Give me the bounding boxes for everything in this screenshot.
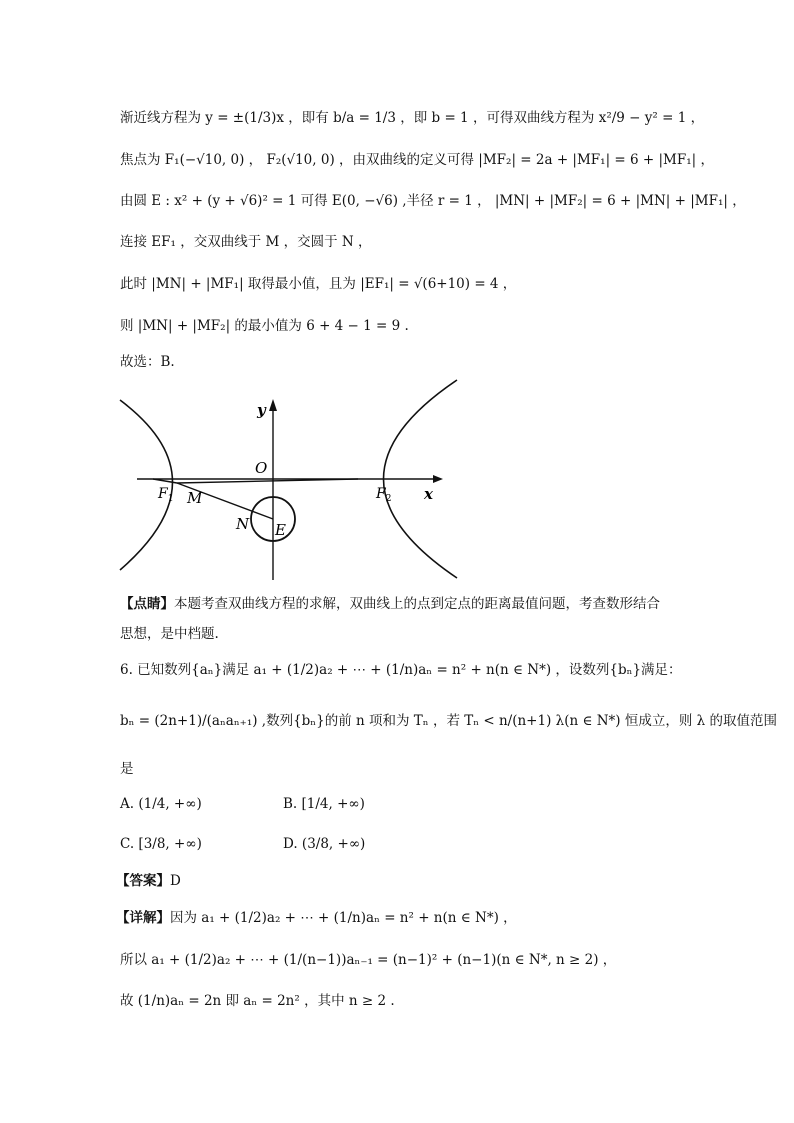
detail-line-3: 故 (1/n)aₙ = 2n 即 aₙ = 2n² ，其中 n ≥ 2 . <box>120 993 395 1009</box>
y-axis-label: y <box>257 401 266 419</box>
solution-line-5: 此时 |MN| + |MF₁| 取得最小值，且为 |EF₁| = √(6+10) = 4 ， <box>120 276 517 292</box>
focus1-subscript: 1 <box>167 494 174 504</box>
option-b: B. [1/4, +∞) <box>283 796 365 812</box>
detail-text-1: 因为 a₁ + (1/2)a₂ + ⋯ + (1/n)aₙ = n² + n(n ∈ N*) ， <box>170 910 517 926</box>
focus2-letter: F <box>376 486 386 502</box>
option-a: A. (1/4, +∞) <box>120 796 202 812</box>
focus1-label <box>157 486 173 504</box>
focus2-label <box>375 486 391 504</box>
comment-text-1: 本题考查双曲线方程的求解，双曲线上的点到定点的距离最值问题，考查数形结合 <box>174 596 660 612</box>
detail-line-2: 所以 a₁ + (1/2)a₂ + ⋯ + (1/(n−1))aₙ₋₁ = (n−1)² + (n−1)(n ∈ N*, n ≥ 2) ， <box>120 952 617 968</box>
option-c: C. [3/8, +∞) <box>120 836 202 852</box>
focus2-subscript: 2 <box>385 494 392 504</box>
comment-tag: 【点睛】 <box>120 596 174 612</box>
center-e-label: E <box>275 521 286 539</box>
solution-line-1: 渐近线方程为 y = ±(1/3)x ，即有 b/a = 1/3 ，即 b = 1 ，可得双曲线方程为 x²/9 − y² = 1 ， <box>120 110 705 126</box>
detail-tag: 【详解】 <box>116 910 170 926</box>
answer-value: D <box>170 873 181 889</box>
solution-line-4: 连接 EF₁ ，交双曲线于 M ，交圆于 N ， <box>120 234 372 250</box>
problem-line-2: bₙ = (2n+1)/(aₙaₙ₊₁) ,数列{bₙ}的前 n 项和为 Tₙ ，若 Tₙ < n/(n+1) λ(n ∈ N*) 恒成立，则 λ 的取值范围 <box>120 713 777 729</box>
hyperbola-figure <box>115 375 465 585</box>
comment-line-2: 思想，是中档题. <box>120 626 219 642</box>
point-m-label: M <box>187 489 203 507</box>
solution-line-7: 故选：B. <box>120 354 175 370</box>
origin-label: O <box>255 459 268 477</box>
solution-line-2: 焦点为 F₁(−√10, 0) ， F₂(√10, 0) ，由双曲线的定义可得 |MF₂| = 2a + |MF₁| = 6 + |MF₁| ， <box>120 152 714 168</box>
comment-line-1 <box>120 594 660 614</box>
problem-line-1: 6. 已知数列{aₙ}满足 a₁ + (1/2)a₂ + ⋯ + (1/n)aₙ = n² + n(n ∈ N*) ，设数列{bₙ}满足： <box>120 662 682 678</box>
x-axis-arrow <box>433 475 443 483</box>
solution-line-3: 由圆 E : x² + (y + √6)² = 1 可得 E(0, −√6) ,半径 r = 1 ， |MN| + |MF₂| = 6 + |MN| + |MF₁| ， <box>120 193 746 209</box>
solution-line-6: 则 |MN| + |MF₂| 的最小值为 6 + 4 − 1 = 9 . <box>120 318 409 334</box>
answer-line <box>116 871 181 891</box>
point-n-label: N <box>236 515 250 533</box>
problem-line-3: 是 <box>120 761 134 777</box>
option-d: D. (3/8, +∞) <box>283 836 366 852</box>
answer-tag: 【答案】 <box>116 873 170 889</box>
focus1-letter: F <box>158 486 168 502</box>
hyperbola-left-branch <box>120 400 173 570</box>
x-axis-label: x <box>424 485 433 503</box>
detail-line-1 <box>116 908 517 928</box>
y-axis-arrow <box>269 399 277 411</box>
